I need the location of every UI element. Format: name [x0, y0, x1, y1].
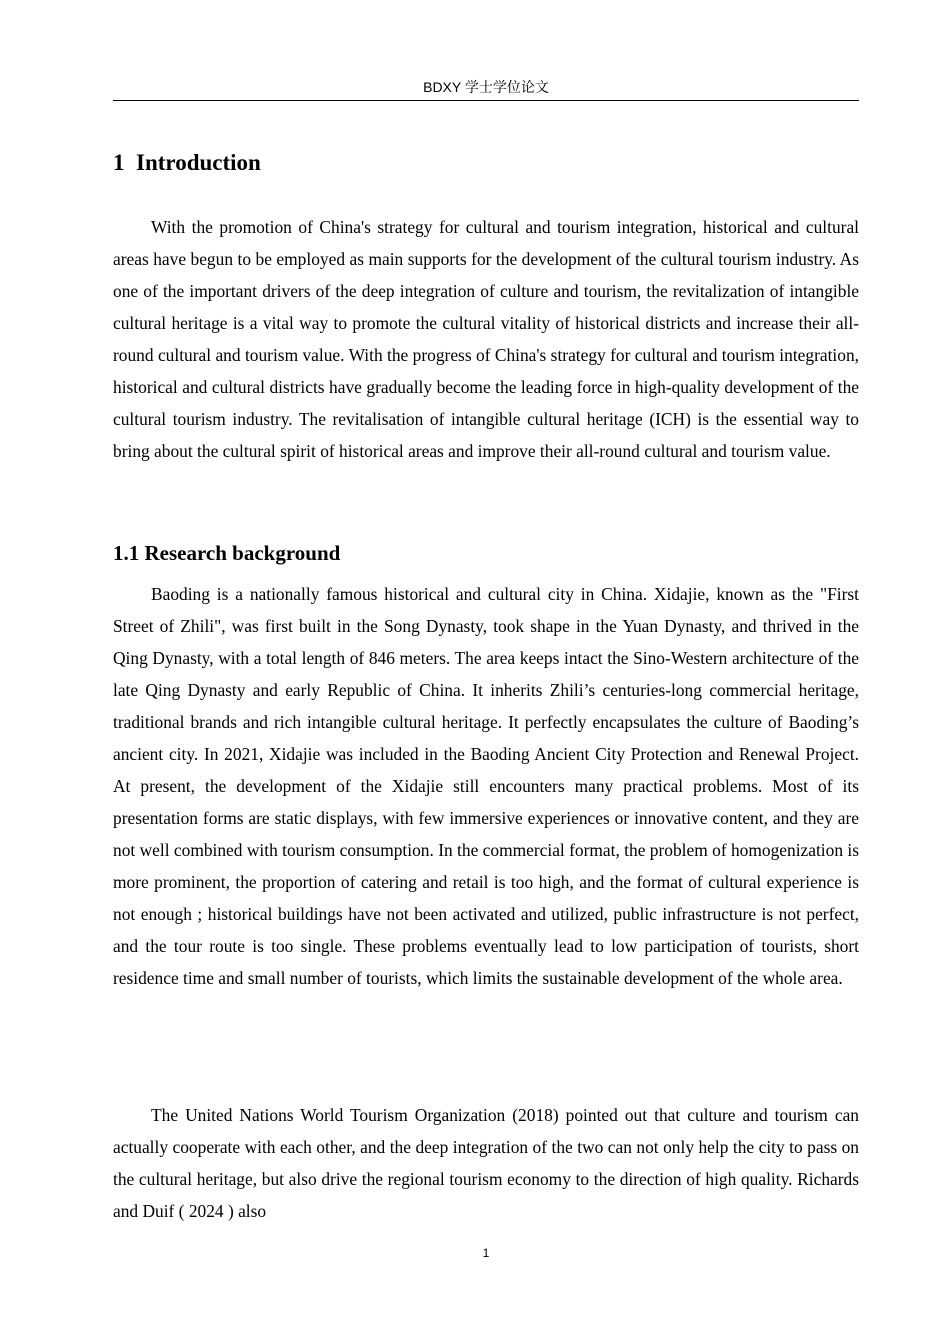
body-paragraph: The United Nations World Tourism Organization (2018) pointed out that culture and tourism can actually cooperate with each other, and the deep integration of the two can not only help the city to pass on the cultural heritage, but also drive the regional tourism economy to the direction of high quality. Richards and Duif ( 2024 ) also — [113, 1105, 859, 1221]
header-rule — [113, 100, 859, 101]
body-paragraph: Baoding is a nationally famous historical and cultural city in China. Xidajie, known as the "First Street of Zhili", was first built in the Song Dynasty, took shape in the Yuan Dynasty, and thrived in the Qing Dynasty, with a total length of 846 meters. The area keeps intact the Sino-Western architecture of the late Qing Dynasty and early Republic of China. It inherits Zhili’s centuries-long commercial heritage, traditional brands and rich intangible cultural heritage. It perfectly encapsulates the culture of Baoding’s ancient city. In 2021, Xidajie was included in the Baoding Ancient City Protection and Renewal Project. At present, the development of the Xidajie still encounters many practical problems. Most of its presentation forms are static displays, with few immersive experiences or innovative content, and they are not well combined with tourism consumption. In the commercial format, the problem of homogenization is more prominent, the proportion of catering and retail is too high, and the format of cultural experience is not enough ; historical buildings have not been activated and utilized, public infrastructure is not perfect, and the tour route is too single. These problems eventually lead to low participation of tourists, short residence time and small number of tourists, which limits the sustainable development of the whole area. — [113, 584, 859, 988]
subsection-heading: 1.1 Research background — [113, 541, 341, 565]
section-heading: 1 Introduction — [113, 150, 261, 175]
running-header: BDXY 学士学位论文 — [423, 79, 549, 95]
page-number: 1 — [482, 1246, 490, 1260]
intro-paragraph: With the promotion of China's strategy for cultural and tourism integration, historical and cultural areas have begun to be employed as main supports for the development of the cultural tourism industry. As one of the important drivers of the deep integration of culture and tourism, the revitalization of intangible cultural heritage is a vital way to promote the cultural vitality of historical districts and increase their all-round cultural and tourism value. With the progress of China's strategy for cultural and tourism integration, historical and cultural districts have gradually become the leading force in high-quality development of the cultural tourism industry. The revitalisation of intangible cultural heritage (ICH) is the essential way to bring about the cultural spirit of historical areas and improve their all-round cultural and tourism value. — [113, 217, 859, 461]
